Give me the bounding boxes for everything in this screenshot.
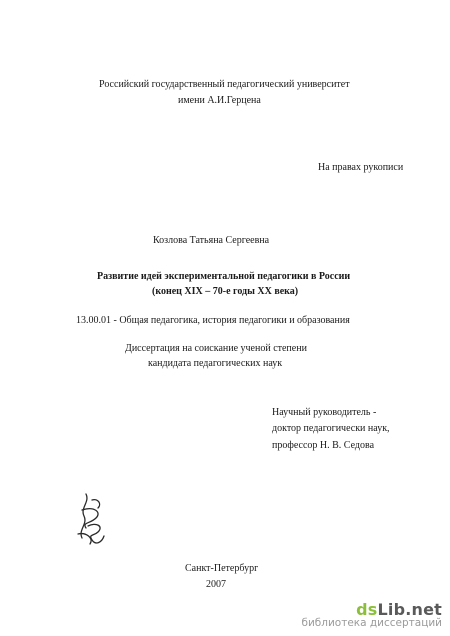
rights-note: На правах рукописи xyxy=(318,162,404,173)
watermark-subtitle: библиотека диссертаций xyxy=(301,617,442,630)
author-name: Козлова Татьяна Сергеевна xyxy=(153,235,270,246)
watermark-logo xyxy=(301,602,442,618)
degree-line-1: Диссертация на соискание ученой степени xyxy=(125,343,307,354)
specialty-code: 13.00.01 - Общая педагогика, история педагогики и образования xyxy=(76,315,350,326)
supervisor-line-3: профессор Н. В. Седова xyxy=(272,440,375,451)
handwritten-signature xyxy=(72,488,112,552)
degree-line-2: кандидата педагогических наук xyxy=(148,358,283,369)
watermark-brand-suffix: Lib.net xyxy=(377,600,442,620)
dslib-watermark[interactable] xyxy=(301,602,442,630)
year: 2007 xyxy=(206,579,226,590)
university-name: Российский государственный педагогический университет xyxy=(99,79,350,90)
university-named-after: имени А.И.Герцена xyxy=(178,95,261,106)
dissertation-title-line-1: Развитие идей экспериментальной педагогики в России xyxy=(97,271,351,282)
city: Санкт-Петербург xyxy=(185,563,259,574)
watermark-brand-prefix: ds xyxy=(356,600,378,620)
dissertation-title-line-2: (конец XIX – 70-е годы XX века) xyxy=(152,286,299,297)
supervisor-line-1: Научный руководитель - xyxy=(272,407,377,418)
supervisor-line-2: доктор педагогически наук, xyxy=(272,423,390,434)
